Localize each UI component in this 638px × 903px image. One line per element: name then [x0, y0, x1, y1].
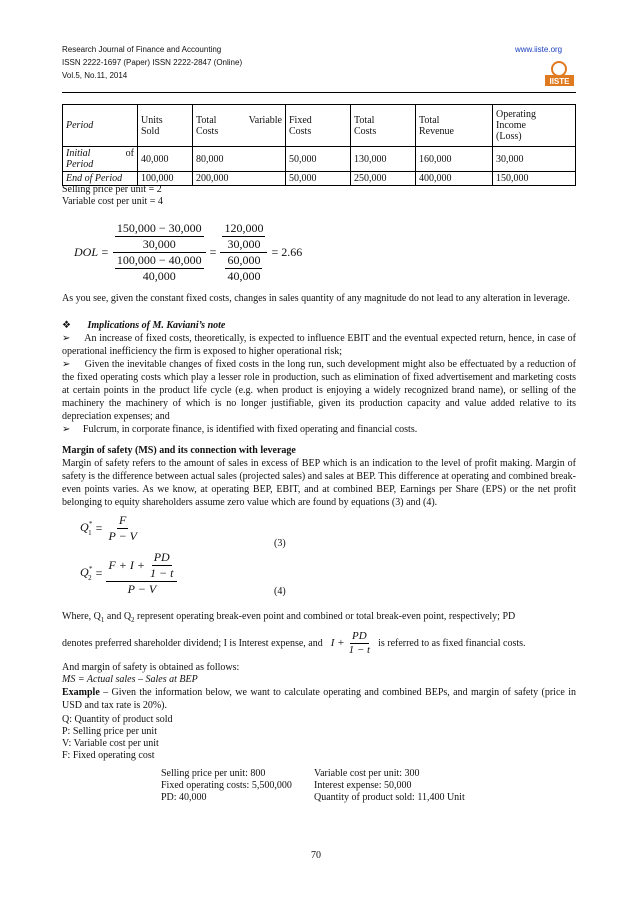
iiste-logo	[543, 60, 576, 87]
dol-term: 60,000	[227, 252, 261, 267]
q2-symbol: Q	[80, 565, 89, 580]
header-text: Revenue	[419, 125, 454, 137]
table-cell: 200,000	[193, 172, 286, 186]
header-text: Costs	[196, 125, 219, 137]
table-cell: 80,000	[193, 147, 286, 172]
bullet-text: Given the inevitable changes of fixed costs in the long run, such development might also be effectuated by a reduction of the fixed operating costs which play a lesser role in production, such as elimination of fixed advertisement and marketing costs at certain points in the product life cycle (e.g. when product is enjoying a widely recognized brand name), or selling of the machinery the machinery of which is no longer justifiable, given its production capacity and value added relative to its depreciation expenses; and	[62, 359, 576, 422]
dol-term: 120,000	[224, 220, 264, 235]
cell-text: Period	[66, 159, 94, 170]
dol-result: = 2.66	[271, 244, 303, 259]
bullet-text: Fulcrum, in corporate finance, is identified with fixed operating and financial costs.	[82, 424, 418, 435]
definition-p: P: Selling price per unit	[62, 726, 157, 737]
example-value: Fixed operating costs: 5,500,000	[161, 780, 292, 791]
header-text: Sold	[141, 125, 160, 137]
header-text: (Loss)	[496, 131, 522, 142]
leverage-table	[62, 104, 576, 186]
denotes-text: is referred to as fixed financial costs.	[378, 637, 526, 649]
issn-line: ISSN 2222-1697 (Paper) ISSN 2222-2847 (Online)	[62, 58, 243, 67]
example-paragraph	[62, 686, 576, 712]
dol-fraction-right	[220, 221, 267, 284]
header-text: Variable	[248, 114, 282, 126]
selling-price-note: Selling price per unit = 2	[62, 184, 162, 195]
ms-intro: And margin of safety is obtained as follows:	[62, 662, 240, 673]
table-cell: 160,000	[416, 147, 493, 172]
page-number: 70	[311, 850, 321, 861]
dol-term: 40,000	[227, 268, 261, 283]
implications-title: Implications of M. Kaviani’s note	[87, 320, 226, 331]
definition-v: V: Variable cost per unit	[62, 738, 159, 749]
header-total-revenue	[416, 105, 493, 147]
header-text: Fixed	[289, 114, 312, 126]
margin-of-safety-heading: Margin of safety (MS) and its connection with leverage	[62, 445, 296, 456]
definition-f: F: Fixed operating cost	[62, 750, 155, 761]
table-cell: 50,000	[286, 172, 351, 186]
header-rule	[62, 92, 576, 93]
implication-bullet-2	[62, 358, 576, 423]
diamond-bullet-icon: ❖	[62, 320, 71, 331]
bullet-text: An increase of fixed costs, theoretically, is expected to influence EBIT and the eventual expected return, hence, in case of operational inefficiency the firm is exposed to higher operational risk;	[62, 333, 577, 357]
where-text: represent operating break-even point and combined or total break-even point, respectively; PD	[134, 611, 516, 622]
dol-fraction-left	[113, 221, 206, 284]
table-header-row	[63, 105, 576, 147]
paragraph-margin-of-safety: Margin of safety refers to the amount of sales in excess of BEP which is an indication to the level of profit making. Margin of safety is the difference between actual sales (projected sales) and sales at BEP. This difference at operating and combined break-even points varies. As we know, at operating BEP, EBIT, and at combined BEP, Earnings per Share (EPS) or the net profit belonging to equity shareholders assume zero value which are found by equations (3) and (4).	[62, 458, 576, 508]
arrow-bullet-icon: ➢	[62, 333, 71, 344]
example-value: Interest expense: 50,000	[314, 780, 412, 791]
table-cell-period: End of Period	[63, 172, 138, 186]
dol-term: 40,000	[142, 268, 176, 283]
header-total-variable-costs	[193, 105, 286, 147]
table-cell: 130,000	[351, 147, 416, 172]
example-value: Quantity of product sold: 11,400 Unit	[314, 792, 465, 803]
fixed-financial-cost-formula	[331, 630, 372, 657]
table-cell: 30,000	[493, 147, 576, 172]
cell-text: of	[125, 148, 134, 159]
table-cell: 50,000	[286, 147, 351, 172]
header-text: Total	[354, 114, 375, 126]
equation-3: $Q^*_1$ = $\frac{F}{P - V}$	[80, 513, 137, 543]
eq4-numerator	[106, 550, 177, 582]
table-cell: 400,000	[416, 172, 493, 186]
eq3-fraction	[106, 513, 139, 544]
eq4-term: F + I +	[108, 558, 145, 572]
subscript: 1	[100, 616, 105, 624]
denotes-text: denotes preferred shareholder dividend; I is Interest expense, and	[62, 637, 323, 649]
definition-q: Q: Quantity of product sold	[62, 714, 173, 725]
journal-title: Research Journal of Finance and Accounting	[62, 45, 222, 54]
example-value: Selling price per unit: 800	[161, 768, 266, 779]
q2-sup: *	[88, 565, 93, 574]
paragraph-leverage-conclusion: As you see, given the constant fixed costs, changes in sales quantity of any magnitude do not lead to any alteration in leverage.	[62, 293, 570, 304]
arrow-bullet-icon: ➢	[62, 359, 71, 370]
table-cell: 100,000	[138, 172, 193, 186]
dol-term: 150,000 − 30,000	[116, 220, 202, 235]
example-text: – Given the information below, we want to calculate operating and combined BEPs, and margin of safety (price in USD and tax rate is 20%).	[62, 687, 576, 711]
formula-term: PD	[351, 629, 367, 642]
header-text: Total	[419, 114, 440, 126]
header-text: Income	[496, 120, 526, 131]
header-text: Total	[196, 114, 217, 126]
eq4-term: PD	[153, 550, 170, 564]
header-text: Costs	[289, 125, 312, 137]
where-text: and Q	[104, 611, 132, 622]
example-label: Example	[62, 687, 100, 698]
variable-cost-note: Variable cost per unit = 4	[62, 196, 163, 207]
ms-formula: MS = Actual sales – Sales at BEP	[62, 674, 198, 685]
example-value: PD: 40,000	[161, 792, 207, 803]
dol-denominator	[113, 253, 206, 284]
example-value: Variable cost per unit: 300	[314, 768, 420, 779]
table-row	[63, 147, 576, 172]
q1-sup: *	[88, 520, 93, 529]
eq4-denominator: P − V	[127, 582, 157, 596]
q2-sub: 2	[88, 573, 92, 582]
header-operating-income	[493, 105, 576, 147]
table-cell: 40,000	[138, 147, 193, 172]
svg-text:IISTE: IISTE	[549, 77, 570, 86]
table-cell: 250,000	[351, 172, 416, 186]
eq3-numerator: F	[119, 513, 127, 527]
implication-bullet-1	[62, 332, 576, 358]
header-text: Costs	[354, 125, 377, 137]
eq4-term: 1 − t	[149, 566, 174, 580]
eq4-fraction	[106, 550, 177, 597]
dol-numerator	[220, 221, 267, 253]
header-period: Period	[63, 105, 138, 147]
header-total-costs	[351, 105, 416, 147]
table-cell-period	[63, 147, 138, 172]
formula-term: I +	[330, 636, 345, 649]
implication-bullet-3	[62, 423, 576, 436]
journal-url-link[interactable]: www.iiste.org	[515, 45, 563, 54]
eq3-denominator: P − V	[108, 529, 137, 543]
header-text: Units	[141, 114, 163, 126]
header-units-sold	[138, 105, 193, 147]
volume-line: Vol.5, No.11, 2014	[62, 71, 128, 80]
dol-numerator	[113, 221, 206, 253]
dol-denominator	[223, 253, 264, 284]
formula-term: 1 − t	[348, 643, 371, 656]
equation-4: $Q^*_2$ = F + I + $\frac{PD}{1 - t}$ P − V	[80, 550, 177, 597]
implications-heading	[62, 319, 576, 332]
dol-term: 30,000	[142, 236, 176, 251]
dol-lhs: DOL =	[74, 244, 109, 259]
cell-text: Initial	[66, 148, 91, 159]
q1-symbol: Q	[80, 520, 89, 535]
header-text: Operating	[496, 109, 536, 120]
header-fixed-costs	[286, 105, 351, 147]
where-text: Where, Q	[62, 611, 101, 622]
denotes-line	[62, 625, 576, 661]
table-cell: 150,000	[493, 172, 576, 186]
equation-3-label: (3)	[274, 538, 286, 549]
dol-formula: DOL = $\frac{\frac{150,000 - 30,000}{30,000}}{\frac{100,000 - 40,000}{40,000}}$ = $\frac{\frac{120,000}{30,000}}{\frac{60,000}{40,000}}$ = 2.66	[74, 220, 303, 283]
equation-4-label: (4)	[274, 586, 286, 597]
arrow-bullet-icon: ➢	[62, 424, 71, 435]
dol-term: 30,000	[227, 236, 261, 251]
subscript: 2	[131, 616, 135, 624]
dol-term: 100,000 − 40,000	[116, 252, 202, 267]
q1-sub: 1	[88, 528, 92, 537]
